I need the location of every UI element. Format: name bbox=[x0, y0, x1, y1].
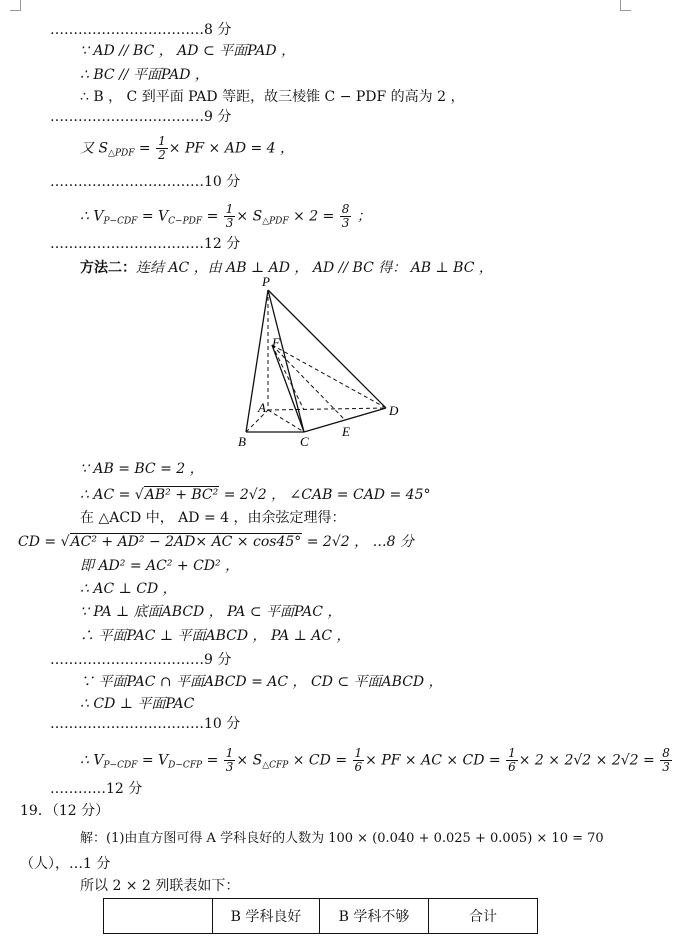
score-line-9b: ……………………………9 分 bbox=[50, 652, 232, 668]
solution-line-3: 所以 2 × 2 列联表如下： bbox=[80, 878, 240, 894]
text-intersection: ∵ 平面PAC ∩ 平面ABCD = AC ， CD ⊂ 平面ABCD ， bbox=[80, 674, 443, 690]
score-line-10: ……………………………10 分 bbox=[50, 174, 241, 190]
score-line-8: ……………………………8 分 bbox=[50, 22, 232, 38]
label-b: B bbox=[238, 434, 246, 449]
question-19-heading: 19．（12 分） bbox=[20, 803, 110, 819]
label-f: F bbox=[272, 335, 280, 350]
score-line-12: ……………………………12 分 bbox=[50, 236, 241, 252]
score-line-10b: ……………………………10 分 bbox=[50, 716, 241, 732]
text-ab-bc: ∵ AB = BC = 2 ， bbox=[80, 461, 204, 477]
score-line-12b: …………12 分 bbox=[50, 781, 143, 797]
label-d: D bbox=[389, 403, 399, 418]
text-line-bc-parallel: ∴ BC // 平面PAD ， bbox=[80, 67, 209, 83]
table-header-cell bbox=[104, 899, 213, 934]
method-two-line: 方法二：连结 AC ，由 AB ⊥ AD ， AD // BC 得： AB ⊥ BC ， bbox=[80, 260, 493, 276]
text-cosine-law: 在 △ACD 中， AD = 4 ，由余弦定理得： bbox=[80, 510, 346, 526]
solution-line-1: 解：(1)由直方图可得 A 学科良好的人数为 100 × (0.040 + 0.025 + 0.005) × 10 = 70 bbox=[80, 831, 604, 846]
formula-ac: ∴ AC = √AB² + BC² = 2√2 ， ∠CAB = CAD = 45° bbox=[80, 487, 431, 503]
method-two-heading: 方法二： bbox=[80, 260, 136, 276]
text-line-height: ∴ B ， C 到平面 PAD 等距，故三棱锥 C − PDF 的高为 2 ， bbox=[80, 89, 465, 105]
table-header-cell: B 学科不够 bbox=[320, 899, 429, 934]
formula-area: 又 $S_{\triangle PDF}$ = $\frac{1}{2}$ × PF × AD = 4 ， bbox=[80, 134, 295, 162]
solution-line-2: （人），…1 分 bbox=[20, 856, 111, 872]
corner-mark-left bbox=[10, 0, 21, 11]
label-e: E bbox=[342, 424, 350, 439]
table-header-cell: B 学科良好 bbox=[213, 899, 320, 934]
text-pythagoras: 即 AD² = AC² + CD² ， bbox=[80, 558, 240, 574]
label-c: C bbox=[300, 434, 309, 449]
label-a: A bbox=[258, 400, 266, 415]
text-cd-perp-pac: ∴ CD ⊥ 平面PAC bbox=[80, 696, 195, 712]
text-pa-perp-base: ∵ PA ⊥ 底面ABCD ， PA ⊂ 平面PAC ， bbox=[80, 604, 342, 620]
formula-volume-1: ∴ $V_{P-CDF} = V_{C-PDF}$ = $\frac{1}{3}$ × $S_{\triangle PDF} \times 2$ = $\frac{8}{3}$ ； bbox=[80, 202, 371, 230]
table-header-cell: 合计 bbox=[429, 899, 538, 934]
label-p: P bbox=[262, 274, 270, 289]
formula-cd: CD = √AC² + AD² − 2AD× AC × cos45° = 2√2 ， …8 分 bbox=[18, 534, 414, 550]
table-header-row bbox=[104, 899, 538, 934]
text-plane-perp: ∴ 平面PAC ⊥ 平面ABCD ， PA ⊥ AC ， bbox=[80, 628, 351, 644]
text-line-parallel: ∵ AD // BC ， AD ⊂ 平面PAD ， bbox=[80, 43, 296, 59]
corner-mark-right bbox=[620, 0, 631, 11]
formula-volume-2: ∴ $V_{P-CDF} = V_{D-CFP}$ = $\frac{1}{3}$ × $S_{\triangle CFP}$ × CD = $\frac{1}{6}$ × PF × AC × CD = $\frac{1}{6}$ × 2 × 2√2 × 2√2 = $\frac{8}{3}$ bbox=[80, 746, 670, 774]
text-ac-perp-cd: ∴ AC ⊥ CD ， bbox=[80, 581, 177, 597]
score-line-9: ……………………………9 分 bbox=[50, 109, 232, 125]
pyramid-figure bbox=[230, 275, 410, 450]
contingency-table bbox=[103, 898, 538, 934]
